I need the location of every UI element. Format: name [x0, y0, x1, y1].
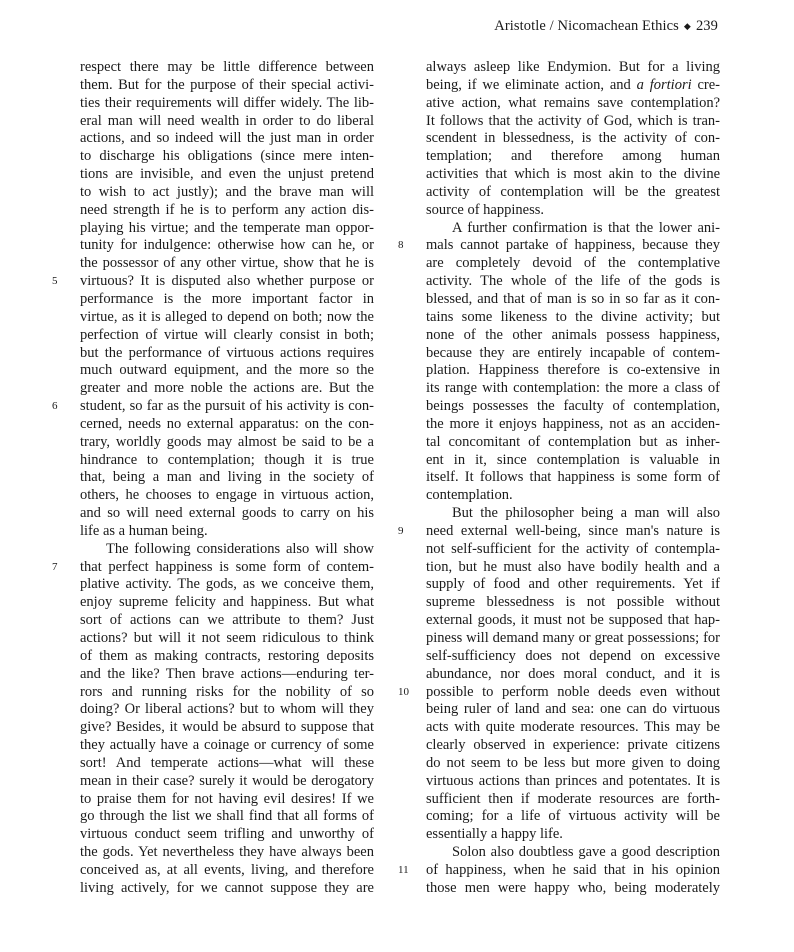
text-line-content: are completely devoid of the contemplative	[426, 255, 720, 272]
text-line	[80, 202, 374, 220]
text-line	[426, 469, 720, 487]
text-line-content: life as a human being.	[80, 522, 208, 539]
text-line	[80, 594, 374, 612]
text-line-content: its range with contemplation: the more a class of	[426, 380, 720, 397]
text-line	[426, 95, 720, 113]
text-line	[80, 755, 374, 773]
text-line-content: Solon also doubtless gave a good description	[452, 844, 720, 861]
text-line	[80, 166, 374, 184]
text-line	[80, 255, 374, 273]
text-line	[426, 701, 720, 719]
text-line	[80, 541, 374, 559]
text-line-content: activity. The whole of the life of the gods is	[426, 273, 720, 290]
text-line-content: always asleep like Endymion. But for a living	[426, 59, 720, 75]
text-line-content: living actively, for we cannot suppose they are	[80, 879, 374, 896]
text-line-content: and so will need external goods to carry on his	[80, 505, 374, 522]
text-line-content: much outward equipment, and the more so the	[80, 362, 374, 379]
text-line-content: need external well-being, since man's nature is	[426, 522, 720, 539]
text-line-content: sort! And temperate actions—what will these	[80, 754, 374, 771]
text-line	[80, 737, 374, 755]
text-line-content: of them as making contracts, restoring deposits	[80, 647, 374, 664]
text-line-content: It follows that the activity of God, which is tran-	[426, 112, 720, 129]
text-line-content: mean in their case? surely it would be derogatory	[80, 772, 374, 789]
text-line-content: doing? Or liberal actions? but to whom will they	[80, 701, 374, 718]
text-line	[80, 791, 374, 809]
text-line	[426, 880, 720, 898]
text-line-content: tains some likeness to the divine activity; but	[426, 308, 720, 325]
text-line-content: because they are entirely incapable of contem-	[426, 344, 720, 361]
text-line-content: virtuous actions than princes and potentates. It is	[426, 772, 720, 789]
text-line-content: templation; and therefore among human	[426, 148, 720, 165]
text-line-content: tions are invisible, and even the unjust pretend	[80, 166, 374, 183]
text-line	[80, 773, 374, 791]
text-line-content: others, he chooses to engage in virtuous action,	[80, 487, 374, 504]
text-line	[398, 522, 720, 541]
running-header	[494, 18, 718, 35]
text-line-content: go through the list we shall find that all forms of	[80, 808, 374, 825]
text-line	[398, 237, 720, 255]
text-line-content: plation. Happiness therefore is co-extensive in	[426, 362, 720, 379]
text-line	[80, 487, 374, 505]
margin-section-number: 8	[398, 239, 404, 252]
text-line-content: activity of contemplation will be the greatest	[426, 183, 720, 200]
italic-phrase: a fortiori	[636, 76, 692, 93]
text-line	[80, 291, 374, 309]
text-line	[80, 469, 374, 487]
text-line-content: essentially a happy life.	[426, 826, 563, 843]
text-line	[426, 148, 720, 166]
text-line-content: external goods, it must not be supposed that hap-	[426, 612, 720, 629]
text-line	[80, 844, 374, 862]
text-line-content: virtuous conduct seem trifling and unworthy of	[80, 826, 374, 843]
text-line	[80, 59, 374, 77]
text-line-content: acts with quite moderate resources. This may be	[426, 719, 720, 736]
text-line-content: itself. It follows that happiness is some form of	[426, 469, 720, 486]
text-line-content: blessed, and that of man is so in so far as it con-	[426, 290, 720, 307]
diamond-icon: ◆	[683, 20, 691, 31]
text-line	[80, 220, 374, 238]
text-line	[52, 558, 374, 577]
text-line-content: scendent in blessedness, is the activity of con-	[426, 130, 720, 147]
margin-section-number: 9	[398, 524, 404, 537]
text-line-content: greater and more noble the actions are. But the	[80, 380, 374, 397]
text-line	[426, 130, 720, 148]
text-line	[426, 416, 720, 434]
text-line-content: cerned, needs no external apparatus: on the con-	[80, 415, 374, 432]
text-line	[426, 113, 720, 131]
text-line	[426, 541, 720, 559]
text-line	[426, 220, 720, 238]
text-line	[80, 95, 374, 113]
text-line-content: sort of actions can we attribute to them? Just	[80, 612, 374, 629]
text-line	[426, 166, 720, 184]
text-line-content: need strength if he is to perform any action dis-	[80, 201, 374, 218]
text-line	[80, 826, 374, 844]
text-line	[398, 861, 720, 880]
text-line-content: The following considerations also will show	[106, 540, 374, 557]
text-line-content: ative action, what remains save contemplation?	[426, 94, 720, 111]
text-line	[80, 148, 374, 166]
text-line	[426, 576, 720, 594]
text-line	[80, 77, 374, 95]
text-line	[80, 362, 374, 380]
text-line-content: to discharge his obligations (since mere inten-	[80, 148, 374, 165]
text-line-content: trary, worldly goods may almost be said to be a	[80, 433, 374, 450]
text-line-content: But the philosopher being a man will also	[452, 505, 720, 522]
text-line-content: ties their requirements will differ widely. The lib-	[80, 94, 374, 111]
text-line-content: beings possesses the faculty of contemplation,	[426, 398, 720, 415]
text-line-content: them. But for the purpose of their special activi-	[80, 76, 374, 93]
margin-section-number: 7	[52, 560, 58, 573]
text-line	[80, 309, 374, 327]
text-line	[52, 398, 374, 416]
text-line	[426, 77, 720, 95]
text-line	[426, 309, 720, 327]
text-line	[426, 559, 720, 577]
text-line-content: tunity for indulgence: otherwise how can he, or	[80, 237, 374, 254]
text-line-content: tal concomitant of contemplation but as inher-	[426, 433, 720, 450]
text-line	[52, 273, 374, 291]
text-line	[80, 684, 374, 702]
text-line	[426, 505, 720, 523]
text-line-content: give? Besides, it would be absurd to suppose that	[80, 719, 374, 736]
text-line	[426, 327, 720, 345]
text-line-content: A further confirmation is that the lower ani-	[452, 219, 720, 236]
text-line-content: tion, but he must also have bodily health and a	[426, 558, 720, 575]
margin-section-number: 10	[398, 685, 409, 698]
margin-section-number: 11	[398, 863, 409, 876]
text-line	[426, 452, 720, 470]
text-line	[80, 630, 374, 648]
text-line-content: performance is the more important factor in	[80, 290, 374, 307]
text-line-content: being, if we eliminate action, and a fortiori cre-	[426, 76, 720, 93]
text-line-content: none of the other animals possess happiness,	[426, 326, 720, 343]
text-line-content: supreme blessedness is not possible without	[426, 594, 720, 611]
text-line	[426, 380, 720, 398]
text-line	[426, 202, 720, 220]
text-line-content: not self-sufficient for the activity of contempla-	[426, 540, 720, 557]
text-line	[426, 594, 720, 612]
text-line	[426, 755, 720, 773]
page-number: 239	[695, 18, 718, 34]
text-line-content: piness will demand many or great possessions; for	[426, 630, 720, 646]
text-line-content: the possessor of any other virtue, show that he is	[80, 255, 374, 272]
text-line-content: and the like? Then brave actions—enduring ter-	[80, 665, 374, 682]
margin-section-number: 5	[52, 275, 58, 288]
text-line	[426, 773, 720, 791]
text-line-content: ent in it, since contemplation is valuable in	[426, 451, 720, 468]
text-line-content: actions, and so indeed will the just man in order	[80, 130, 374, 147]
text-line	[426, 844, 720, 862]
text-line-content: eral man will need wealth in order to do liberal	[80, 112, 374, 129]
text-line-content: plative activity. The gods, as we conceive them,	[80, 576, 374, 593]
running-header-title: Aristotle / Nicomachean Ethics	[494, 18, 679, 34]
text-line	[398, 683, 720, 702]
text-line	[426, 630, 720, 648]
text-line-content: sufficient then if moderate resources are forth-	[426, 790, 720, 807]
text-line-content: virtue, as it is alleged to depend on both; now the	[80, 308, 374, 325]
text-line	[426, 487, 720, 505]
text-line-content: enjoy supreme felicity and happiness. But what	[80, 594, 374, 611]
text-line	[426, 737, 720, 755]
text-line	[80, 862, 374, 880]
text-line-content: actions? but will it not seem ridiculous to think	[80, 630, 374, 646]
text-line-content: coming; for a life of virtuous activity will be	[426, 808, 720, 825]
text-line-content: source of happiness.	[426, 201, 544, 218]
text-line	[80, 701, 374, 719]
text-line	[80, 808, 374, 826]
text-line-content: self-sufficiency does not depend on excessive	[426, 647, 720, 664]
text-line	[80, 380, 374, 398]
text-line-content: to wish to act justly); and the brave man will	[80, 183, 374, 200]
text-line	[80, 880, 374, 898]
text-line	[80, 327, 374, 345]
text-line	[426, 345, 720, 363]
text-line	[80, 434, 374, 452]
text-line-content: possible to perform noble deeds even without	[426, 683, 720, 700]
text-line-content: student, so far as the pursuit of his activity is con-	[80, 398, 374, 415]
text-line-content: virtuous? It is disputed also whether purpose or	[80, 273, 374, 290]
text-line	[426, 59, 720, 77]
text-line-content: mals cannot partake of happiness, because they	[426, 237, 720, 254]
text-line-content: to praise them for not having evil desires! If we	[80, 790, 374, 807]
text-line	[80, 719, 374, 737]
text-line	[426, 291, 720, 309]
text-line-content: contemplation.	[426, 487, 513, 504]
text-line-content: that, being a man and living in the society of	[80, 469, 374, 486]
text-line-content: the more it enjoys happiness, not as an acciden-	[426, 415, 720, 432]
text-line	[80, 505, 374, 523]
text-line	[426, 719, 720, 737]
text-line-content: those men were happy who, being moderately	[426, 879, 720, 896]
text-line-content: conceived as, at all events, living, and therefore	[80, 861, 374, 878]
text-line	[426, 398, 720, 416]
text-line-content: do not seem to be less but more given to doing	[426, 754, 720, 771]
text-line	[80, 130, 374, 148]
left-text-column	[52, 59, 374, 898]
text-line-content: but the performance of virtuous actions requires	[80, 344, 374, 361]
text-line	[426, 362, 720, 380]
text-line	[80, 666, 374, 684]
text-line-content: of happiness, when he said that in his opinion	[426, 861, 720, 878]
text-line-content: that perfect happiness is some form of contem-	[80, 558, 374, 575]
text-line	[426, 255, 720, 273]
text-line-content: supply of food and other requirements. Yet if	[426, 576, 720, 593]
text-line-content: respect there may be little difference between	[80, 59, 374, 75]
text-line	[80, 612, 374, 630]
text-line	[426, 791, 720, 809]
text-line-content: abundance, nor does moral conduct, and it is	[426, 665, 720, 682]
text-line	[426, 826, 720, 844]
text-line	[426, 273, 720, 291]
text-line-content: clearly observed in experience: private citizens	[426, 737, 720, 754]
text-line	[80, 576, 374, 594]
text-line-content: perfection of virtue will clearly consist in both;	[80, 326, 374, 343]
text-line-content: they actually have a coinage or currency of some	[80, 737, 374, 754]
text-line	[426, 612, 720, 630]
text-line-content: rors and running risks for the nobility of so	[80, 683, 374, 700]
text-line	[80, 237, 374, 255]
text-line	[80, 113, 374, 131]
text-line	[80, 648, 374, 666]
text-line	[80, 416, 374, 434]
text-line	[426, 666, 720, 684]
text-line-content: hindrance to contemplation; though it is true	[80, 451, 374, 468]
margin-section-number: 6	[52, 400, 58, 413]
text-line	[426, 184, 720, 202]
text-line-content: playing his virtue; and the temperate man oppor-	[80, 219, 374, 236]
right-text-column	[398, 59, 720, 898]
text-line-content: activities that which is most akin to the divine	[426, 166, 720, 183]
text-line	[80, 345, 374, 363]
text-line-content: the gods. Yet nevertheless they have always been	[80, 844, 374, 861]
text-line-content: being ruler of land and sea: one can do virtuous	[426, 701, 720, 718]
text-line	[426, 808, 720, 826]
text-line	[426, 434, 720, 452]
text-line	[80, 452, 374, 470]
text-line	[80, 523, 374, 541]
text-line	[80, 184, 374, 202]
text-line	[426, 648, 720, 666]
